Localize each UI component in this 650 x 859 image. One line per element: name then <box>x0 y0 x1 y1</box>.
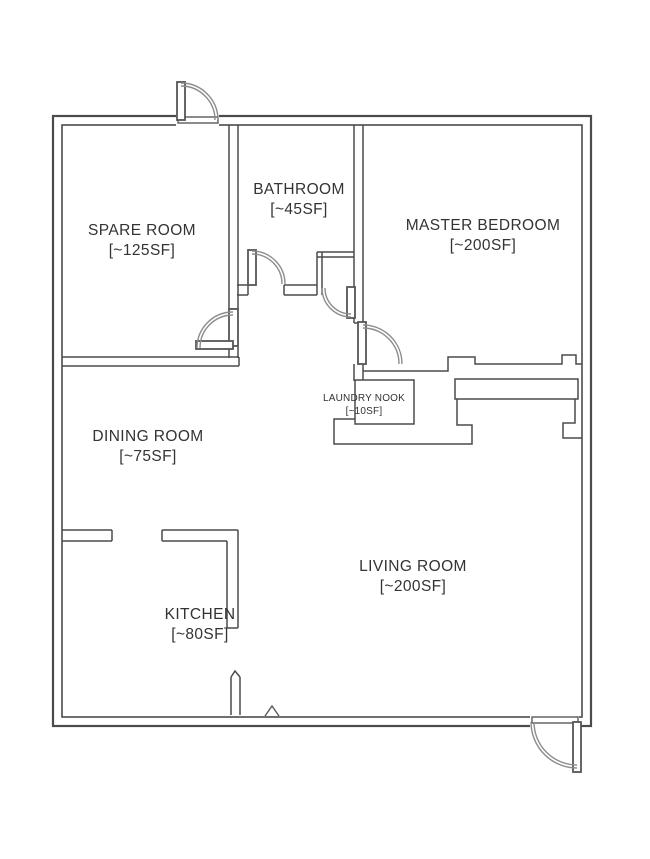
room-label-dining-room <box>92 427 203 467</box>
room-area: [~10SF] <box>345 406 383 417</box>
room-area: [~200SF] <box>449 237 517 254</box>
room-name: LAUNDRY NOOK <box>322 393 406 404</box>
master-bedroom-door <box>358 322 402 364</box>
room-label-spare-room <box>88 221 196 261</box>
room-label-kitchen <box>165 605 236 645</box>
bathroom-door <box>248 250 285 285</box>
room-label-master-bedroom <box>406 216 561 256</box>
room-name: MASTER BEDROOM <box>405 217 561 234</box>
room-name: DINING ROOM <box>92 428 204 445</box>
hall-closet-door <box>322 287 355 318</box>
room-area: [~45SF] <box>270 201 328 218</box>
room-name: BATHROOM <box>253 181 345 198</box>
room-area: [~75SF] <box>119 448 177 465</box>
room-area: [~200SF] <box>379 578 447 595</box>
spare-room-door <box>196 309 238 349</box>
room-name: LIVING ROOM <box>359 558 467 575</box>
room-label-living-room <box>359 557 467 597</box>
front-entry-door <box>531 722 581 772</box>
room-name: KITCHEN <box>164 606 236 623</box>
room-area: [~125SF] <box>108 242 176 259</box>
room-name: SPARE ROOM <box>88 222 196 239</box>
room-label-bathroom <box>253 180 345 220</box>
room-label-laundry-nook <box>323 392 405 418</box>
room-area: [~80SF] <box>171 626 229 643</box>
